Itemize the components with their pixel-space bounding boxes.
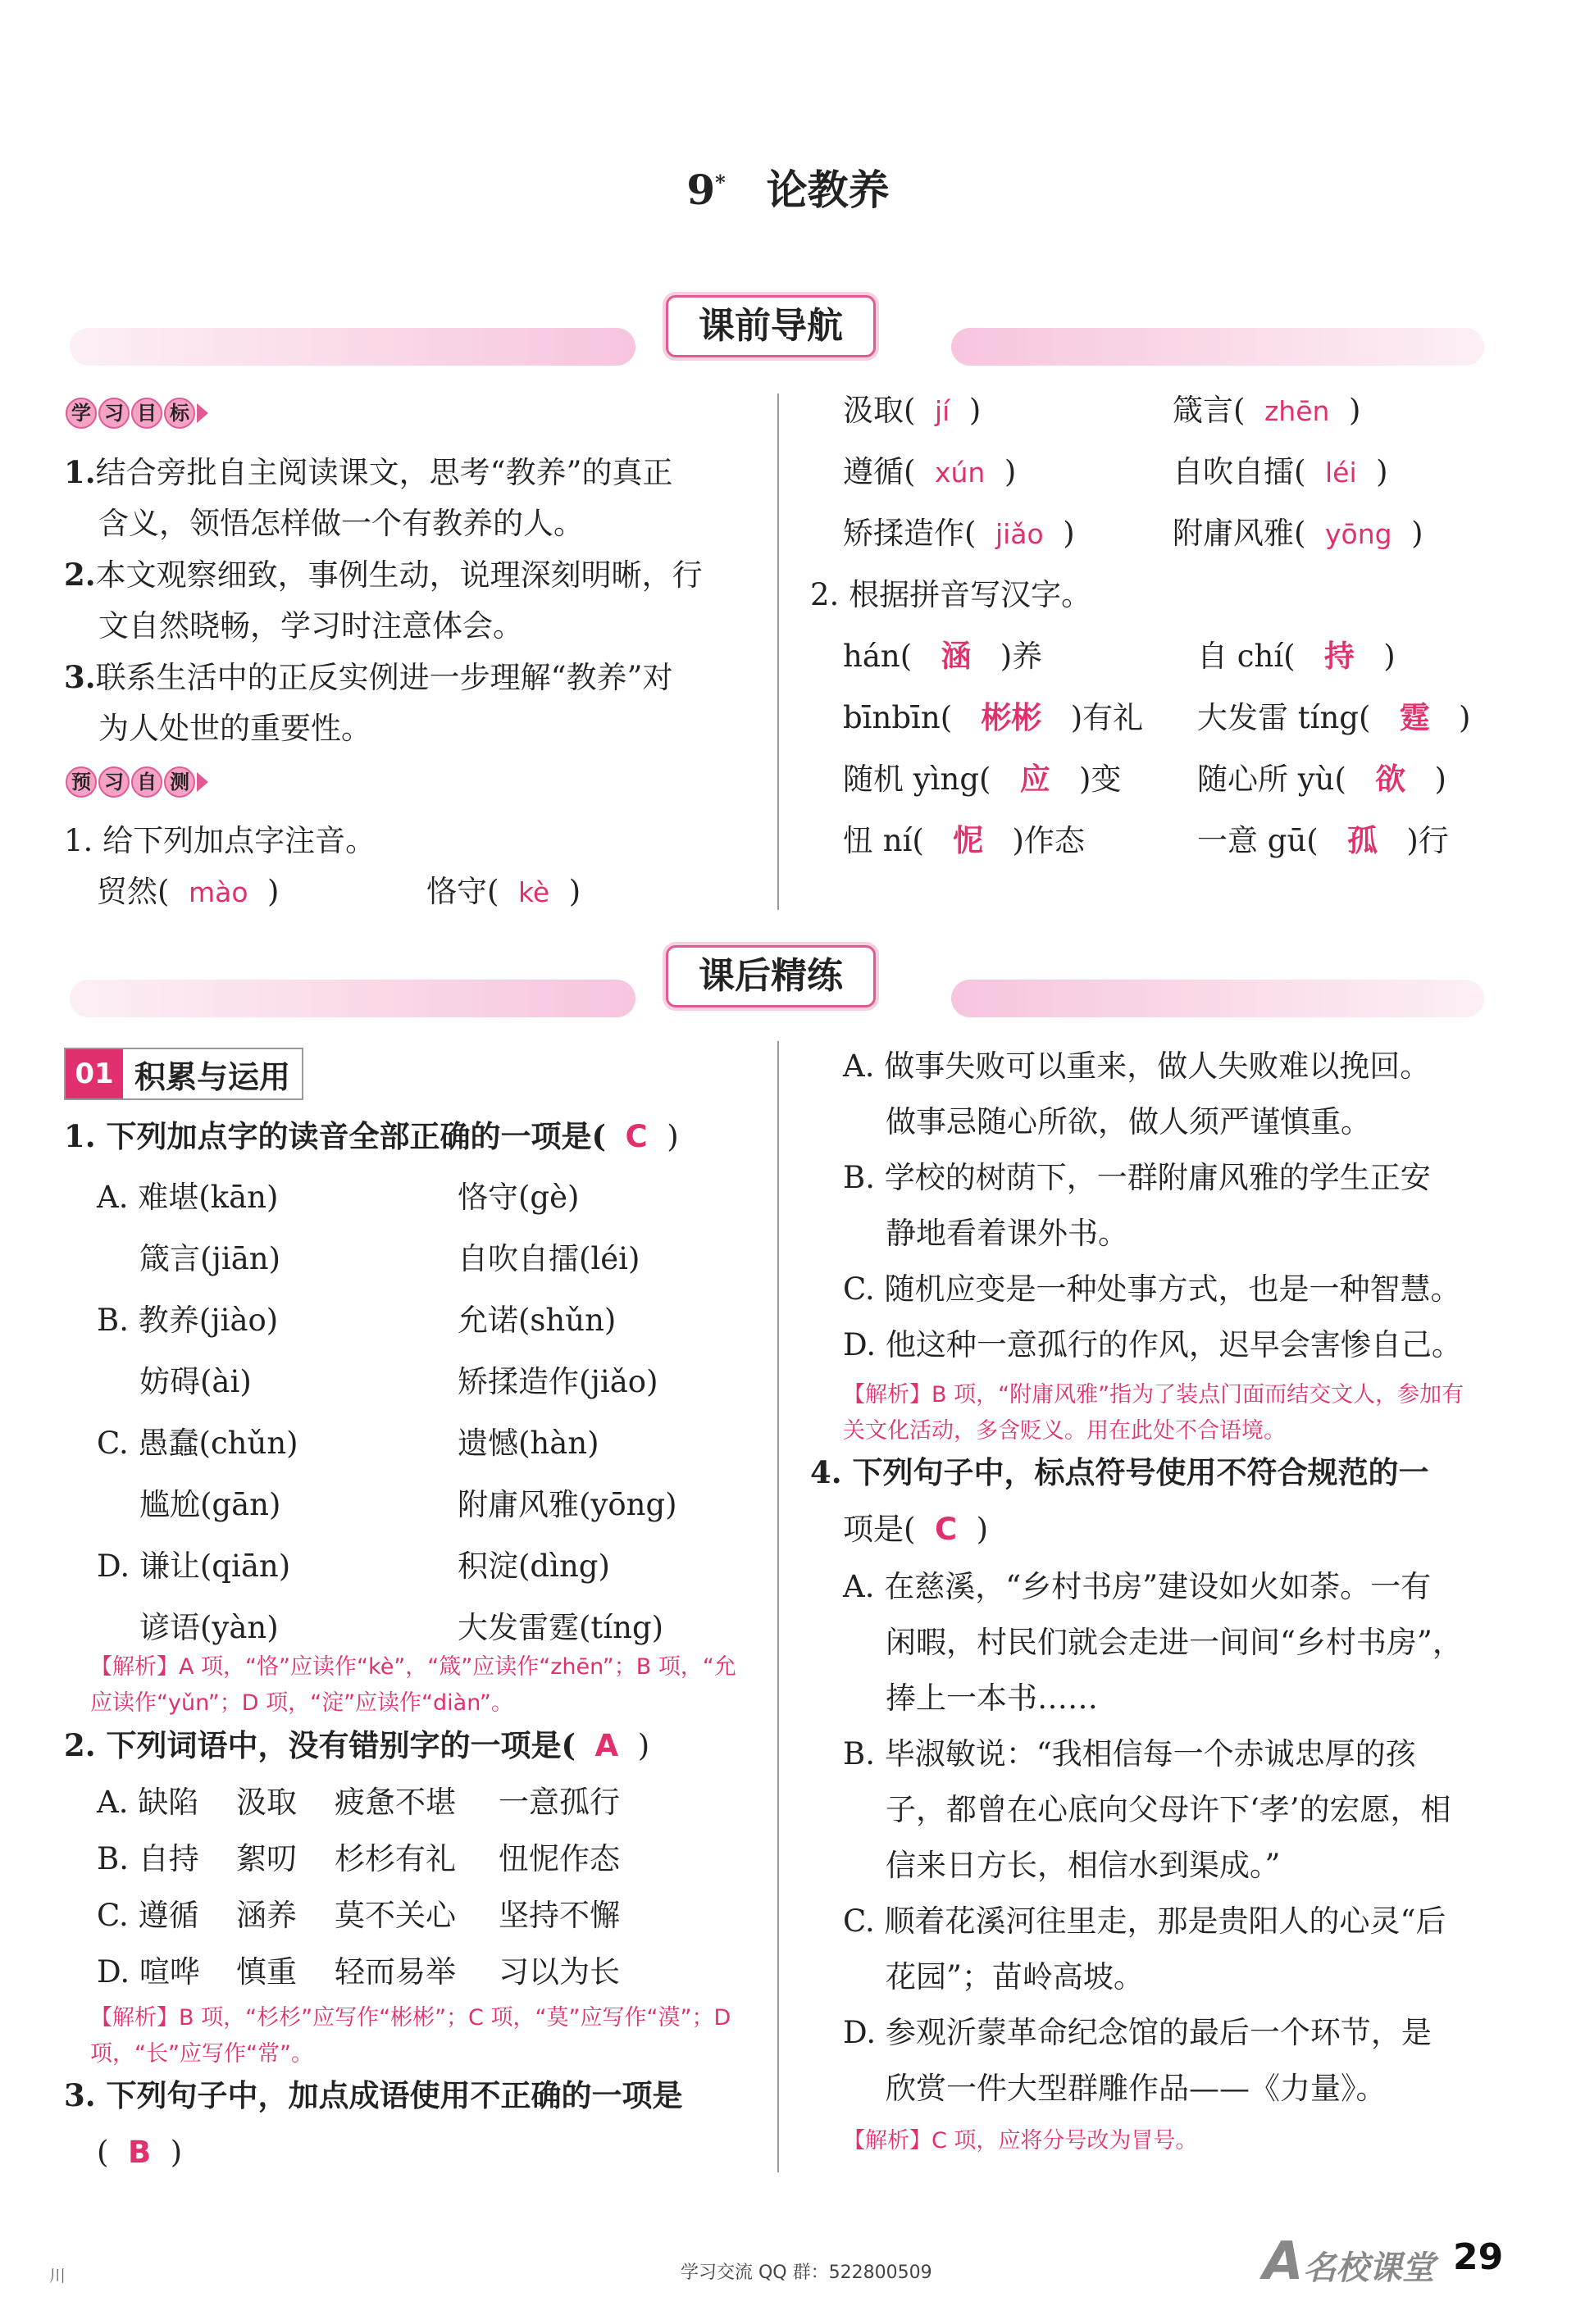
question-3-explanation: 【解析】B 项，“附庸风雅”指为了装点门面而结交文人，参加有 关文化活动，多含贬义。用在此处不合语境。 xyxy=(843,1382,1464,1444)
lesson-number: 9 xyxy=(686,166,716,214)
question-4-options: A. 在慈溪，“乡村书房”建设如火如荼。一有 闲暇，村民们就会走进一间间“乡村书房”， 捧上一本书…… B. 毕淑敏说：“我相信每一个赤诚忠厚的孩 子，都曾在心底向父母许下‘孝’的宏愿，相 信来日方长，相信水到渠成。” C. 顺着花溪河往里走，那是贵阳人的心灵“后 花园”；苗岭高坡。 D. 参观沂蒙革命纪念馆的最后一个环节，是 欣赏一件大型群雕作品——《力量》。 xyxy=(843,1569,1463,2106)
hanzi-fill: 随心所 yù( 欲 ) xyxy=(1197,762,1446,797)
question-1-stem: 1. 下列加点字的读音全部正确的一项是( C ) xyxy=(64,1118,679,1154)
section-header-01: 01 积累与运用 xyxy=(64,1048,303,1100)
page-number: 29 xyxy=(1453,2236,1504,2278)
pinyin-item: 恪守( kè ) xyxy=(426,874,581,909)
lesson-title: 论教养 xyxy=(766,166,890,214)
banner-decoration-left xyxy=(70,980,635,1017)
footer-qq: 学习交流 QQ 群：522800509 xyxy=(681,2263,932,2283)
goal-item: 3.联系生活中的正反实例进一步理解“教养”对 xyxy=(64,659,673,695)
goal-item: 1.结合旁批自主阅读课文，思考“教养”的真正 xyxy=(64,454,673,490)
banner-decoration-right xyxy=(951,980,1484,1017)
question-3-stem: 3. 下列句子中，加点成语使用不正确的一项是 xyxy=(64,2077,683,2113)
column-divider xyxy=(777,1041,779,2172)
question-4-explanation: 【解析】C 项，应将分号改为冒号。 xyxy=(843,2128,1198,2153)
brand-logo: A名校课堂 xyxy=(1263,2231,1435,2292)
hanzi-fill: 忸 ní( 怩 )作态 xyxy=(843,823,1085,858)
question-1-options: A. 难堪(kān) 恪守(gè) 箴言(jiān) 自吹自擂(léi) B. 教养(jiào) 允诺(shǔn) 妨碍(ài) 矫揉造作(jiǎo) C. 愚蠢(chǔn) 遗憾(hàn) 尴尬(gān) 附庸风雅(yōng) D. 谦让(qiān) 积淀(dìng) 谚语(yàn) 大发雷霆(tíng) xyxy=(97,1180,677,1645)
tag-learning-goals: 学 习 目 标 xyxy=(66,398,208,429)
question-4-stem: 4. 下列句子中，标点符号使用不符合规范的一 xyxy=(810,1454,1429,1490)
question-1-explanation: 【解析】A 项，“恪”应读作“kè”，“箴”应读作“zhēn”；B 项，“允 应读作“yǔn”；D 项，“淀”应读作“diàn”。 xyxy=(90,1654,736,1716)
question-3-options: A. 做事失败可以重来，做人失败难以挽回。 做事忌随心所欲，做人须严谨慎重。 B. 学校的树荫下，一群附庸风雅的学生正安 静地看着课外书。 C. 随机应变是一种处事方式，也是一种智慧。 D. 他这种一意孤行的作风，迟早会害惨自己。 xyxy=(843,1048,1462,1362)
pinyin-item: 自吹自擂( léi ) xyxy=(1173,454,1388,489)
lesson-star: * xyxy=(715,171,726,195)
hanzi-fill: bīnbīn( 彬彬 )有礼 xyxy=(843,700,1144,735)
banner-pre-class: 课前导航 xyxy=(666,295,876,357)
footer-region: 川 xyxy=(49,2266,66,2285)
pre-question-1: 1. 给下列加点字注音。 xyxy=(64,823,376,858)
hanzi-fill: 自 chí( 持 ) xyxy=(1197,639,1396,674)
pinyin-item: 贸然( mào ) xyxy=(97,874,280,909)
pinyin-item: 附庸风雅( yōng ) xyxy=(1173,516,1423,551)
banner-post-class: 课后精练 xyxy=(666,945,876,1007)
hanzi-fill: 一意 gū( 孤 )行 xyxy=(1197,823,1449,858)
question-2-options: A. 缺陷 汲取 疲惫不堪 一意孤行 B. 自持 絮叨 杉杉有礼 忸怩作态 C. 遵循 涵养 莫不关心 坚持不懈 D. 喧哗 慎重 轻而易举 习以为长 xyxy=(97,1785,620,1990)
pinyin-item: 矫揉造作( jiǎo ) xyxy=(843,516,1075,551)
tag-preview-test: 预 习 自 测 xyxy=(66,766,208,798)
question-2-stem: 2. 下列词语中，没有错别字的一项是( A ) xyxy=(64,1727,650,1763)
hanzi-fill: hán( 涵 )养 xyxy=(843,639,1043,674)
hanzi-fill: 大发雷 tíng( 霆 ) xyxy=(1197,700,1471,735)
banner-decoration-left xyxy=(70,328,635,366)
banner-decoration-right xyxy=(951,328,1484,366)
question-3-answer: ( B ) xyxy=(97,2135,183,2170)
page-title xyxy=(0,157,1576,216)
column-divider xyxy=(777,393,779,910)
pinyin-item: 汲取( jí ) xyxy=(843,393,982,428)
hanzi-fill: 随机 yìng( 应 )变 xyxy=(843,762,1122,797)
pinyin-item: 箴言( zhēn ) xyxy=(1173,393,1361,428)
question-4-stem-cont: 项是( C ) xyxy=(843,1512,989,1547)
pinyin-item: 遵循( xún ) xyxy=(843,454,1017,489)
pre-question-2: 2. 根据拼音写汉字。 xyxy=(810,577,1092,612)
goal-item: 2.本文观察细致，事例生动，说理深刻明晰，行 xyxy=(64,557,703,593)
goals-list: 1.结合旁批自主阅读课文，思考“教养”的真正 含义，领悟怎样做一个有教养的人。 2.本文观察细致，事例生动，说理深刻明晰，行 文自然晓畅，学习时注意体会。 3.联系生活中的正反实例进一步理解“教养”对 为人处世的重要性。 xyxy=(64,447,761,754)
question-2-explanation: 【解析】B 项，“杉杉”应写作“彬彬”；C 项，“莫”应写作“漠”；D 项，“长”应写作“常”。 xyxy=(90,2005,731,2067)
